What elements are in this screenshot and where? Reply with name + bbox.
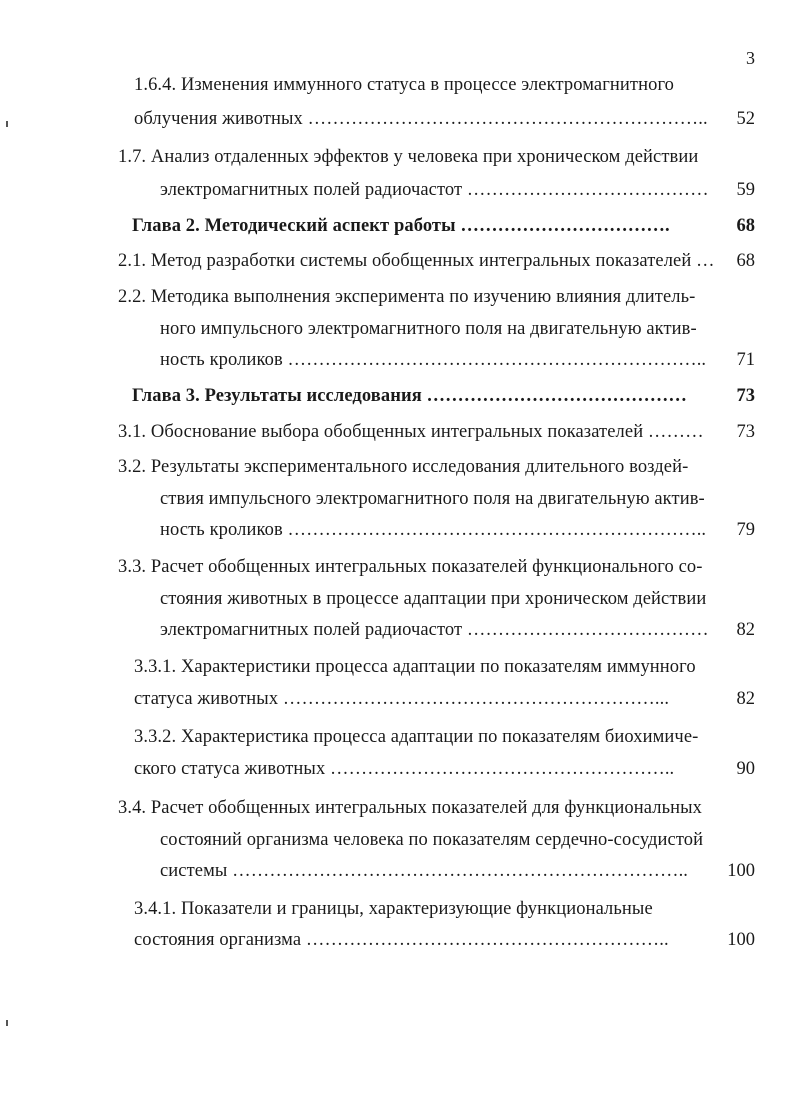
toc-entry-3-3-1-line-2: статуса животных ……………………………………………………... [134, 689, 670, 709]
toc-entry-3-4-line-1: 3.4. Расчет обобщенных интегральных показателей для функциональных [118, 798, 703, 818]
toc-entry-3-4-line-2: состояний организма человека по показателям сердечно-сосудистой [160, 830, 704, 850]
toc-entry-2-1-page: 68 [736, 251, 755, 271]
toc-entry-3-3-1-page: 82 [736, 689, 755, 709]
toc-chapter-2-page: 68 [736, 216, 755, 236]
toc-entry-3-2-page: 79 [736, 520, 755, 540]
toc-entry-3-1-page: 73 [736, 422, 755, 442]
toc-chapter-3-title: Глава 3. Результаты исследования …………………………………… [132, 386, 687, 406]
toc-entry-3-1: 3.1. Обоснование выбора обобщенных интегральных показателей ……… [118, 422, 704, 442]
toc-chapter-3-page: 73 [736, 386, 755, 406]
toc-entry-3-2-line-1: 3.2. Результаты экспериментального исследования длительного воздей- [118, 457, 689, 477]
toc-entry-3-2-line-3: ность кроликов ………………………………………………………….. [160, 520, 707, 540]
toc-entry-3-4-1-line-2: состояния организма ………………………………………………….. [134, 930, 669, 950]
toc-entry-3-3-line-3: электромагнитных полей радиочастот ………………………………… [160, 620, 709, 640]
toc-entry-3-3-line-2: стояния животных в процессе адаптации при хроническом действии [160, 589, 707, 609]
scan-mark [6, 1020, 8, 1026]
toc-entry-3-3-1-line-1: 3.3.1. Характеристики процесса адаптации по показателям иммунного [134, 657, 696, 677]
toc-entry-3-4-line-3: системы ……………………………………………………………….. [160, 861, 689, 881]
scan-mark [6, 121, 8, 127]
toc-entry-2-1: 2.1. Метод разработки системы обобщенных интегральных показателей … [118, 251, 715, 271]
page-number: 3 [746, 48, 755, 68]
toc-entry-2-2-line-2: ного импульсного электромагнитного поля на двигательную актив- [160, 319, 697, 339]
toc-chapter-2-title: Глава 2. Методический аспект работы ……………………………. [132, 216, 670, 236]
toc-entry-3-3-2-line-1: 3.3.2. Характеристика процесса адаптации по показателям биохимиче- [134, 727, 699, 747]
toc-entry-3-4-1-line-1: 3.4.1. Показатели и границы, характеризующие функциональные [134, 899, 653, 919]
toc-entry-1-page: 52 [736, 109, 755, 129]
toc-entry-2-line-2: электромагнитных полей радиочастот ………………………………… [160, 180, 709, 200]
toc-entry-3-4-1-page: 100 [727, 930, 755, 950]
toc-entry-3-3-2-page: 90 [736, 759, 755, 779]
toc-entry-1-line-1: 1.6.4. Изменения иммунного статуса в процессе электромагнитного [134, 75, 675, 95]
toc-entry-3-3-page: 82 [736, 620, 755, 640]
toc-entry-1-line-2: облучения животных ……………………………………………………….. [134, 109, 708, 129]
toc-entry-3-3-line-1: 3.3. Расчет обобщенных интегральных показателей функционального со- [118, 557, 703, 577]
toc-entry-3-3-2-line-2: ского статуса животных ……………………………………………….. [134, 759, 675, 779]
toc-entry-3-2-line-2: ствия импульсного электромагнитного поля на двигательную актив- [160, 489, 705, 509]
toc-entry-3-4-page: 100 [727, 861, 755, 881]
toc-entry-2-2-line-3: ность кроликов ………………………………………………………….. [160, 350, 707, 370]
toc-entry-2-page: 59 [736, 180, 755, 200]
toc-entry-2-2-line-1: 2.2. Методика выполнения эксперимента по изучению влияния длитель- [118, 287, 696, 307]
toc-entry-2-line-1: 1.7. Анализ отдаленных эффектов у человека при хроническом действии [118, 147, 699, 167]
toc-entry-2-2-page: 71 [736, 350, 755, 370]
